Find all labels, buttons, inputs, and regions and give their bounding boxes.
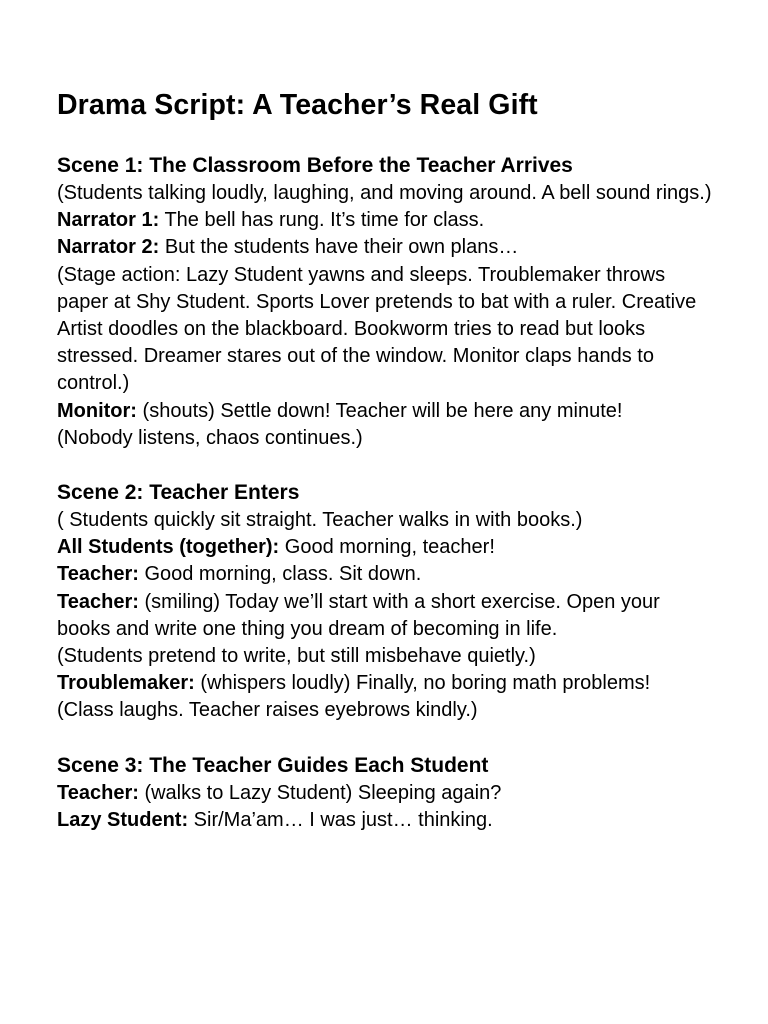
dialogue-line	[57, 398, 717, 425]
line-text: But the students have their own plans…	[159, 236, 519, 259]
stage-direction	[57, 425, 717, 452]
stage-direction	[57, 262, 717, 398]
line-text: (shouts) Settle down! Teacher will be here any minute!	[136, 399, 623, 422]
document-title: Drama Script: A Teacher’s Real Gift	[57, 89, 538, 121]
stage-direction	[57, 697, 717, 724]
speaker-name: Teacher:	[57, 781, 139, 804]
line-text: (whispers loudly) Finally, no boring math problems!	[194, 672, 651, 695]
line-text: (Class laughs. Teacher raises eyebrows kindly.)	[57, 699, 478, 722]
speaker-name: Teacher:	[57, 563, 139, 586]
line-text: The bell has rung. It’s time for class.	[159, 209, 485, 232]
speaker-name: Narrator 1:	[57, 209, 160, 232]
dialogue-line	[57, 780, 717, 807]
scene-heading: Scene 1: The Classroom Before the Teacher Arrives	[57, 154, 573, 177]
stage-direction	[57, 180, 717, 207]
speaker-name: Teacher:	[57, 590, 139, 613]
dialogue-line	[57, 589, 717, 643]
scene-2	[57, 479, 717, 725]
dialogue-line	[57, 807, 717, 834]
scene-heading: Scene 3: The Teacher Guides Each Student	[57, 753, 489, 777]
line-text: (smiling) Today we’ll start with a short exercise. Open your books and write one thing you dream of becoming in life.	[57, 590, 660, 640]
line-text: (Stage action: Lazy Student yawns and sleeps. Troublemaker throws paper at Shy Student. Sports Lover pretends to bat with a ruler. Creative Artist doodles on the blackboard. Bookworm tries to read but looks stressed. Dreamer stares out of the window. Monitor claps hands to control.)	[57, 263, 697, 395]
line-text: (Nobody listens, chaos continues.)	[57, 426, 363, 449]
dialogue-line	[57, 234, 717, 261]
speaker-name: Troublemaker:	[57, 672, 195, 695]
line-text: Good morning, class. Sit down.	[138, 563, 422, 586]
line-text: (Students pretend to write, but still misbehave quietly.)	[57, 645, 536, 668]
dialogue-line	[57, 561, 717, 588]
speaker-name: Monitor:	[57, 399, 137, 422]
line-text: ( Students quickly sit straight. Teacher walks in with books.)	[57, 509, 583, 532]
scene-1	[57, 152, 717, 452]
stage-direction	[57, 507, 717, 534]
speaker-name: All Students (together):	[57, 536, 280, 559]
document-page	[57, 86, 717, 834]
stage-direction	[57, 643, 717, 670]
speaker-name: Narrator 2:	[57, 236, 160, 259]
line-text: (walks to Lazy Student) Sleeping again?	[138, 781, 502, 804]
speaker-name: Lazy Student:	[57, 808, 189, 831]
line-text: Good morning, teacher!	[279, 536, 495, 559]
dialogue-line	[57, 207, 717, 234]
line-text: Sir/Ma’am… I was just… thinking.	[188, 808, 493, 831]
line-text: (Students talking loudly, laughing, and moving around. A bell sound rings.)	[57, 182, 712, 204]
dialogue-line	[57, 670, 717, 697]
scene-heading: Scene 2: Teacher Enters	[57, 481, 300, 505]
dialogue-line	[57, 534, 717, 561]
scene-3	[57, 752, 717, 834]
